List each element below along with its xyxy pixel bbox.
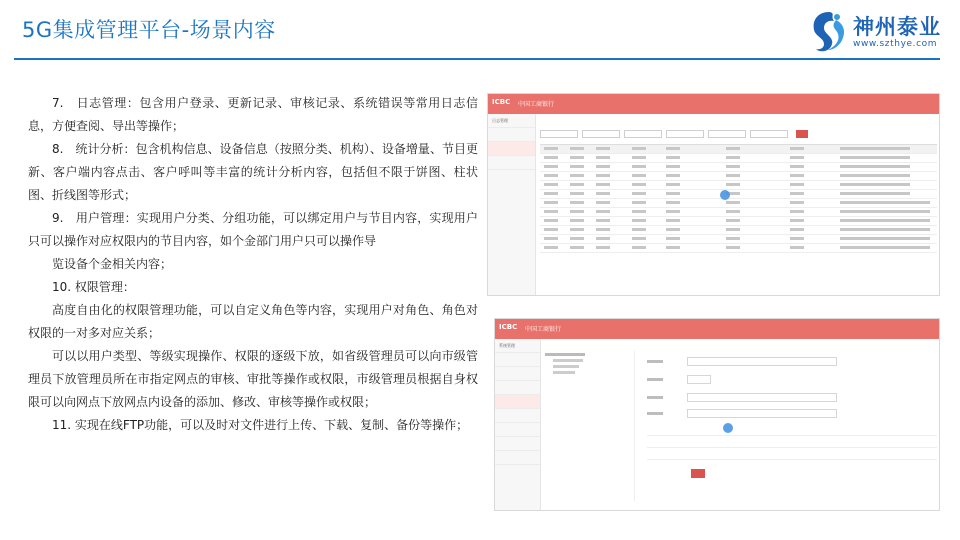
table-cell [726, 201, 740, 204]
tree-node[interactable] [553, 365, 579, 368]
sidebar-item[interactable] [495, 381, 540, 395]
paragraph-permission-roles: 高度自由化的权限管理功能，可以自定义角色等内容，实现用户对角色、角色对权限的一对多对应关系； [28, 303, 478, 340]
table-cell [666, 156, 680, 159]
table-cell [840, 246, 930, 249]
text-field[interactable] [687, 409, 837, 418]
sidebar-item[interactable] [488, 128, 535, 142]
filter-field[interactable] [708, 130, 746, 138]
table-cell [726, 246, 740, 249]
table-cell [666, 246, 680, 249]
table-cell [726, 147, 740, 150]
info-row [647, 435, 937, 445]
table-cell [596, 156, 610, 159]
table-cell [596, 147, 610, 150]
table-cell [840, 228, 930, 231]
table-cell [570, 156, 584, 159]
sidebar-item[interactable] [495, 451, 540, 465]
paragraph-log-management: 7. 日志管理：包含用户登录、更新记录、审核记录、系统错误等常用日志信息，方便查阅、导出等操作； [28, 96, 478, 133]
icbc-brand: ICBC [499, 323, 518, 331]
app-header-bar [488, 94, 939, 114]
table-row[interactable] [540, 199, 937, 208]
table-cell [840, 183, 910, 186]
table-cell [544, 219, 558, 222]
filter-field[interactable] [750, 130, 788, 138]
table-cell [666, 183, 680, 186]
org-tree [545, 351, 635, 501]
table-cell [790, 165, 804, 168]
table-cell [596, 219, 610, 222]
table-cell [632, 246, 646, 249]
sidebar-title[interactable]: 系统管理 [495, 339, 540, 353]
text-field[interactable] [687, 357, 837, 366]
form-row [647, 357, 837, 367]
table-cell [570, 165, 584, 168]
filter-toolbar [540, 130, 935, 142]
table-cell [632, 147, 646, 150]
info-row [647, 447, 937, 457]
table-cell [632, 165, 646, 168]
table-row[interactable] [540, 226, 937, 235]
table-cell [544, 237, 558, 240]
table-cell [666, 174, 680, 177]
logo-mark-icon [810, 10, 848, 52]
table-cell [840, 165, 910, 168]
table-cell [632, 174, 646, 177]
table-cell [666, 165, 680, 168]
table-cell [840, 192, 910, 195]
table-row[interactable] [540, 244, 937, 253]
table-cell [840, 210, 930, 213]
table-cell [596, 228, 610, 231]
logo-name: 神州泰业 [853, 15, 941, 39]
table-cell [632, 219, 646, 222]
table-row[interactable] [540, 154, 937, 163]
table-cell [726, 183, 740, 186]
paragraph-statistics: 8. 统计分析：包含机构信息、设备信息（按照分类、机构）、设备增量、节目更新、客户端内容点击、客户呼叫等丰富的统计分析内容，包括但不限于饼图、柱状图、折线图等形式； [28, 142, 478, 202]
table-cell [726, 219, 740, 222]
table-cell [596, 237, 610, 240]
table-cell [570, 219, 584, 222]
paragraph-user-management: 9. 用户管理：实现用户分类、分组功能，可以绑定用户与节目内容，实现用户只可以操作对应权限内的节目内容，如个金部门用户只可以操作导 [28, 211, 478, 248]
table-cell [570, 210, 584, 213]
table-cell [596, 246, 610, 249]
table-cell [632, 228, 646, 231]
table-cell [666, 219, 680, 222]
paragraph-permission-heading: 10. 权限管理： [52, 280, 135, 294]
table-cell [632, 192, 646, 195]
paragraph-ftp: 11. 实现在线FTP功能，可以及时对文件进行上传、下载、复制、备份等操作； [52, 418, 469, 432]
app-sidebar [495, 339, 541, 510]
table-cell [632, 210, 646, 213]
table-cell [666, 210, 680, 213]
sidebar-item[interactable] [495, 423, 540, 437]
table-cell [790, 201, 804, 204]
table-cell [840, 174, 910, 177]
company-logo [808, 8, 948, 54]
submit-button[interactable] [691, 469, 705, 478]
form-row [647, 393, 837, 403]
table-cell [790, 183, 804, 186]
sidebar-item[interactable] [495, 367, 540, 381]
table-row[interactable] [540, 217, 937, 226]
sidebar-item[interactable] [488, 156, 535, 170]
sidebar-title[interactable]: 日志管理 [488, 114, 535, 128]
table-row[interactable] [540, 208, 937, 217]
info-row [647, 459, 937, 469]
table-header-row [540, 145, 937, 154]
table-cell [632, 156, 646, 159]
filter-field[interactable] [624, 130, 662, 138]
table-cell [790, 210, 804, 213]
table-cell [632, 201, 646, 204]
tree-node[interactable] [545, 353, 585, 356]
table-cell [726, 210, 740, 213]
table-cell [840, 201, 930, 204]
screenshot-log-management [487, 93, 940, 296]
cursor-marker [720, 190, 730, 200]
table-cell [596, 174, 610, 177]
log-table [540, 144, 937, 253]
tree-node[interactable] [553, 371, 575, 374]
header-rule [14, 58, 940, 60]
bank-name: 中国工商银行 [518, 101, 555, 108]
table-cell [726, 237, 740, 240]
table-cell [544, 210, 558, 213]
table-cell [790, 147, 804, 150]
table-cell [570, 201, 584, 204]
paragraph-permission-delegation: 可以以用户类型、等级实现操作、权限的逐级下放，如省级管理员可以向市级管理员下放管理员所在市指定网点的审核、审批等操作或权限，市级管理员根据自身权限可以向网点下放网点内设备的添加、修改、审核等操作或权限； [28, 349, 478, 409]
table-cell [570, 237, 584, 240]
text-field[interactable] [687, 393, 837, 402]
table-cell [790, 192, 804, 195]
table-cell [840, 147, 910, 150]
icbc-brand: ICBC [492, 98, 511, 106]
table-cell [726, 156, 740, 159]
table-cell [790, 237, 804, 240]
table-cell [790, 174, 804, 177]
table-cell [570, 147, 584, 150]
table-cell [840, 156, 910, 159]
paragraph-user-management-cont: 览设备个金相关内容； [52, 257, 173, 271]
form-row [647, 375, 837, 385]
screenshot-permission-management [494, 318, 940, 511]
table-cell [840, 219, 930, 222]
table-cell [570, 246, 584, 249]
table-row[interactable] [540, 190, 937, 199]
table-cell [790, 156, 804, 159]
search-button[interactable] [796, 130, 808, 138]
table-cell [544, 156, 558, 159]
table-cell [544, 165, 558, 168]
table-cell [544, 147, 558, 150]
table-cell [596, 165, 610, 168]
table-row[interactable] [540, 181, 937, 190]
table-row[interactable] [540, 172, 937, 181]
table-cell [790, 246, 804, 249]
table-cell [544, 246, 558, 249]
slide-title: 5G集成管理平台-场景内容 [22, 18, 276, 42]
sidebar-item[interactable] [495, 353, 540, 367]
table-cell [726, 228, 740, 231]
table-cell [596, 210, 610, 213]
table-cell [666, 147, 680, 150]
table-cell [544, 228, 558, 231]
body-text [28, 92, 478, 437]
table-cell [632, 183, 646, 186]
table-row[interactable] [540, 235, 937, 244]
filter-field[interactable] [540, 130, 578, 138]
table-cell [632, 237, 646, 240]
table-row[interactable] [540, 163, 937, 172]
table-cell [726, 174, 740, 177]
table-cell [840, 237, 930, 240]
table-cell [666, 201, 680, 204]
table-cell [596, 201, 610, 204]
table-cell [544, 174, 558, 177]
sidebar-item-selected[interactable] [495, 395, 540, 409]
filter-field[interactable] [666, 130, 704, 138]
table-cell [544, 201, 558, 204]
table-cell [790, 228, 804, 231]
table-cell [570, 228, 584, 231]
sidebar-item[interactable] [495, 409, 540, 423]
sidebar-item-selected[interactable] [488, 142, 535, 156]
table-cell [570, 192, 584, 195]
cursor-marker [723, 423, 733, 433]
form-row [647, 409, 837, 419]
table-cell [570, 183, 584, 186]
table-cell [666, 192, 680, 195]
table-cell [596, 192, 610, 195]
table-cell [666, 237, 680, 240]
table-cell [666, 228, 680, 231]
table-cell [544, 192, 558, 195]
text-field[interactable] [687, 375, 711, 384]
bank-name: 中国工商银行 [525, 326, 562, 333]
table-cell [544, 183, 558, 186]
filter-field[interactable] [582, 130, 620, 138]
sidebar-item[interactable] [495, 437, 540, 451]
table-cell [570, 174, 584, 177]
table-cell [726, 165, 740, 168]
table-cell [596, 183, 610, 186]
app-header-bar [495, 319, 939, 339]
app-sidebar [488, 114, 536, 295]
table-cell [790, 219, 804, 222]
tree-node[interactable] [553, 359, 583, 362]
logo-url: www.szthye.com [853, 39, 938, 49]
